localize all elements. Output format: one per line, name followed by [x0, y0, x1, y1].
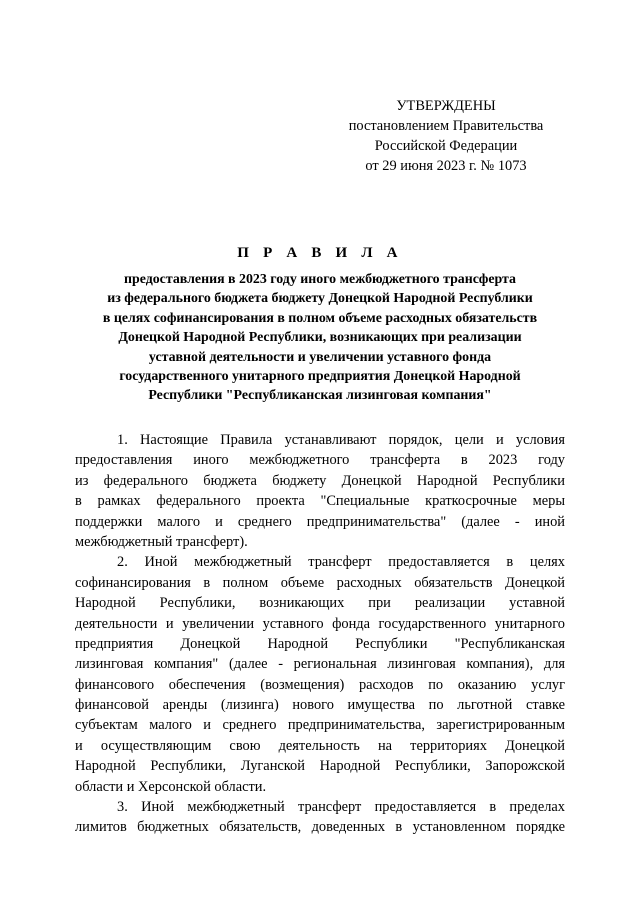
paragraph-line: лимитов бюджетных обязательств, доведенных в установленном порядке — [75, 819, 565, 836]
approval-line: от 29 июня 2023 г. № 1073 — [365, 158, 527, 174]
paragraph-line: Народной Республики, возникающих при реализации уставной — [75, 595, 565, 612]
paragraph-line: софинансирования в полном объеме расходных обязательств Донецкой — [75, 574, 565, 591]
approval-line: Российской Федерации — [374, 138, 518, 154]
paragraph-line: поддержки малого и среднего предпринимательства" (далее - иной — [75, 513, 565, 530]
paragraph-1 — [75, 430, 565, 552]
paragraph-3 — [75, 797, 565, 838]
paragraph-line: предоставления иного межбюджетного трансферта в 2023 году — [75, 452, 565, 469]
paragraph-line: финансовой аренды (лизинга) нового имущества по льготной ставке — [75, 697, 565, 714]
subtitle-line: из федерального бюджета бюджету Донецкой Народной Республики — [107, 291, 533, 307]
paragraph-line: лизинговая компания" (далее - региональная лизинговая компания), для — [75, 656, 565, 673]
document-body — [75, 430, 565, 838]
paragraph-line: 1. Настоящие Правила устанавливают порядок, цели и условия — [117, 432, 565, 448]
paragraph-line: межбюджетный трансферт). — [75, 533, 248, 550]
paragraph-line: области и Херсонской области. — [75, 778, 267, 795]
document-subtitle — [60, 270, 580, 406]
document-title: П Р А В И Л А — [237, 245, 403, 261]
paragraph-line: 3. Иной межбюджетный трансферт предоставляется в пределах — [117, 799, 565, 816]
subtitle-line: Республики "Республиканская лизинговая компания" — [148, 388, 492, 404]
subtitle-line: уставной деятельности и увеличении уставного фонда — [148, 349, 492, 365]
approval-line: УТВЕРЖДЕНЫ — [396, 98, 496, 114]
paragraph-line: из федерального бюджета бюджету Донецкой Народной Республики — [75, 472, 565, 489]
paragraph-line: предприятия Донецкой Народной Республики "Республиканская — [75, 635, 565, 652]
subtitle-line: предоставления в 2023 году иного межбюджетного трансферта — [124, 272, 516, 287]
paragraph-2 — [75, 552, 565, 797]
subtitle-line: в целях софинансирования в полном объеме расходных обязательств — [102, 310, 538, 326]
subtitle-line: Донецкой Народной Республики, возникающих при реализации — [118, 330, 522, 346]
paragraph-line: в рамках федерального проекта "Специальные краткосрочные меры — [75, 493, 565, 510]
paragraph-line: финансового обеспечения (возмещения) расходов по оказанию услуг — [75, 676, 565, 693]
paragraph-line: субъектам малого и среднего предпринимательства, зарегистрированным — [75, 717, 565, 734]
approval-line: постановлением Правительства — [348, 118, 544, 134]
approval-stamp — [322, 96, 570, 176]
paragraph-line: Народной Республики, Луганской Народной Республики, Запорожской — [75, 758, 565, 775]
paragraph-line: деятельности и увеличении уставного фонда государственного унитарного — [75, 615, 565, 632]
subtitle-line: государственного унитарного предприятия Донецкой Народной — [119, 369, 521, 385]
paragraph-line: 2. Иной межбюджетный трансферт предоставляется в целях — [117, 554, 565, 571]
paragraph-line: и осуществляющим свою деятельность на территориях Донецкой — [75, 737, 565, 754]
